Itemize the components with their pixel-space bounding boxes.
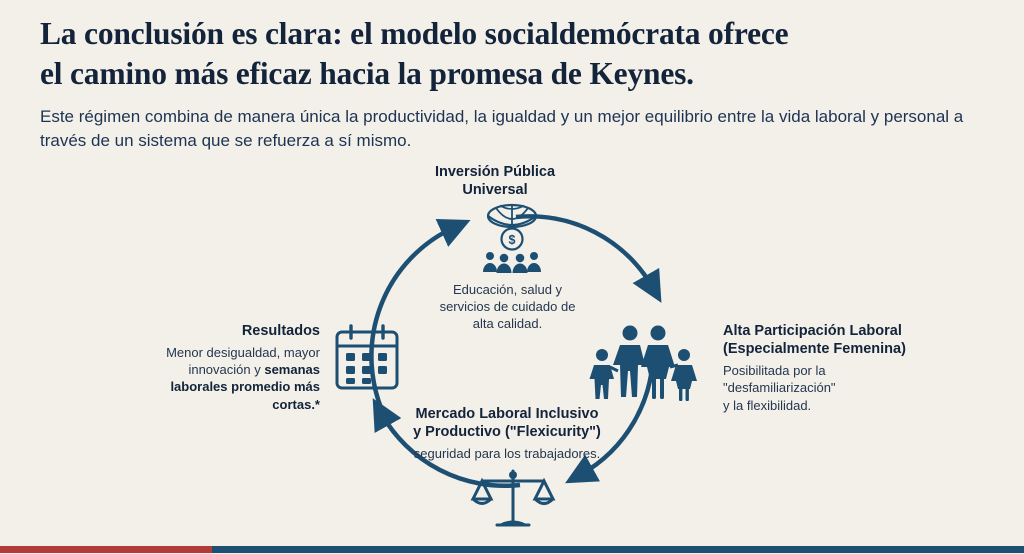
node-bottom-title-line1: Mercado Laboral Inclusivo <box>415 406 599 422</box>
footer-bar-segment-blue <box>212 546 1024 553</box>
node-top-desc-line3: alta calidad. <box>472 316 543 332</box>
node-top-desc-block <box>420 277 595 332</box>
node-top-title-block <box>395 163 595 199</box>
calendar-icon <box>333 322 401 399</box>
cycle-diagram <box>0 155 1024 553</box>
node-bottom-title-line2: y Productivo ("Flexicurity") <box>413 424 601 441</box>
headline-line-2: el camino más eficaz hacia la promesa de Keynes. <box>40 56 694 92</box>
node-right-title-line1: Alta Participación Laboral <box>723 323 902 339</box>
header <box>40 14 990 153</box>
footer-bar-segment-red <box>0 546 212 553</box>
page-title <box>40 14 990 95</box>
node-top-desc <box>420 281 595 332</box>
node-top-desc-line2: servicios de cuidado de <box>439 299 576 315</box>
node-right-desc <box>723 362 953 413</box>
headline-line-1: La conclusión es clara: el modelo socialdemócrata ofrece <box>40 16 789 51</box>
node-top-title-line1: Inversión Pública <box>434 164 556 180</box>
node-right-title <box>723 322 953 358</box>
node-left-desc-line1: Menor desigualdad, mayor <box>166 345 320 361</box>
node-top-desc-line1: Educación, salud y <box>452 282 563 297</box>
footer-accent-bar <box>0 546 1024 553</box>
node-left-desc-bold2: laborales promedio más <box>170 379 320 395</box>
node-top-title <box>395 163 595 199</box>
node-right-desc-line1: Posibilitada por la <box>723 363 826 379</box>
node-left-desc-bold1: semanas <box>264 362 320 378</box>
node-left-desc-line2: innovación y <box>188 362 265 378</box>
node-bottom-desc <box>377 445 637 462</box>
node-bottom-desc-line1: seguridad para los trabajadores. <box>413 446 601 462</box>
node-right-title-line2: (Especialmente Femenina) <box>723 341 906 358</box>
node-right-desc-line2: "desfamiliarización" <box>723 380 836 396</box>
node-right-block <box>723 322 953 414</box>
node-top-title-line2: Universal <box>462 182 528 199</box>
node-left-block <box>120 322 320 413</box>
node-left-desc <box>120 344 320 413</box>
scales-balance-icon <box>470 463 556 554</box>
svg-text:$: $ <box>508 233 516 247</box>
node-left-desc-bold3: cortas.* <box>272 396 320 412</box>
globe-dollar-people-icon <box>466 198 558 279</box>
page-subtitle: Este régimen combina de manera única la productividad, la igualdad y un mejor equilibrio entre la vida laboral y personal a través de un sistema que se refuerza a sí mismo. <box>40 106 964 150</box>
family-group-icon <box>582 319 700 414</box>
node-right-desc-line3: y la flexibilidad. <box>723 397 812 413</box>
node-bottom-title <box>377 405 637 441</box>
node-left-title: Resultados <box>241 323 320 339</box>
node-bottom-block <box>377 405 637 462</box>
